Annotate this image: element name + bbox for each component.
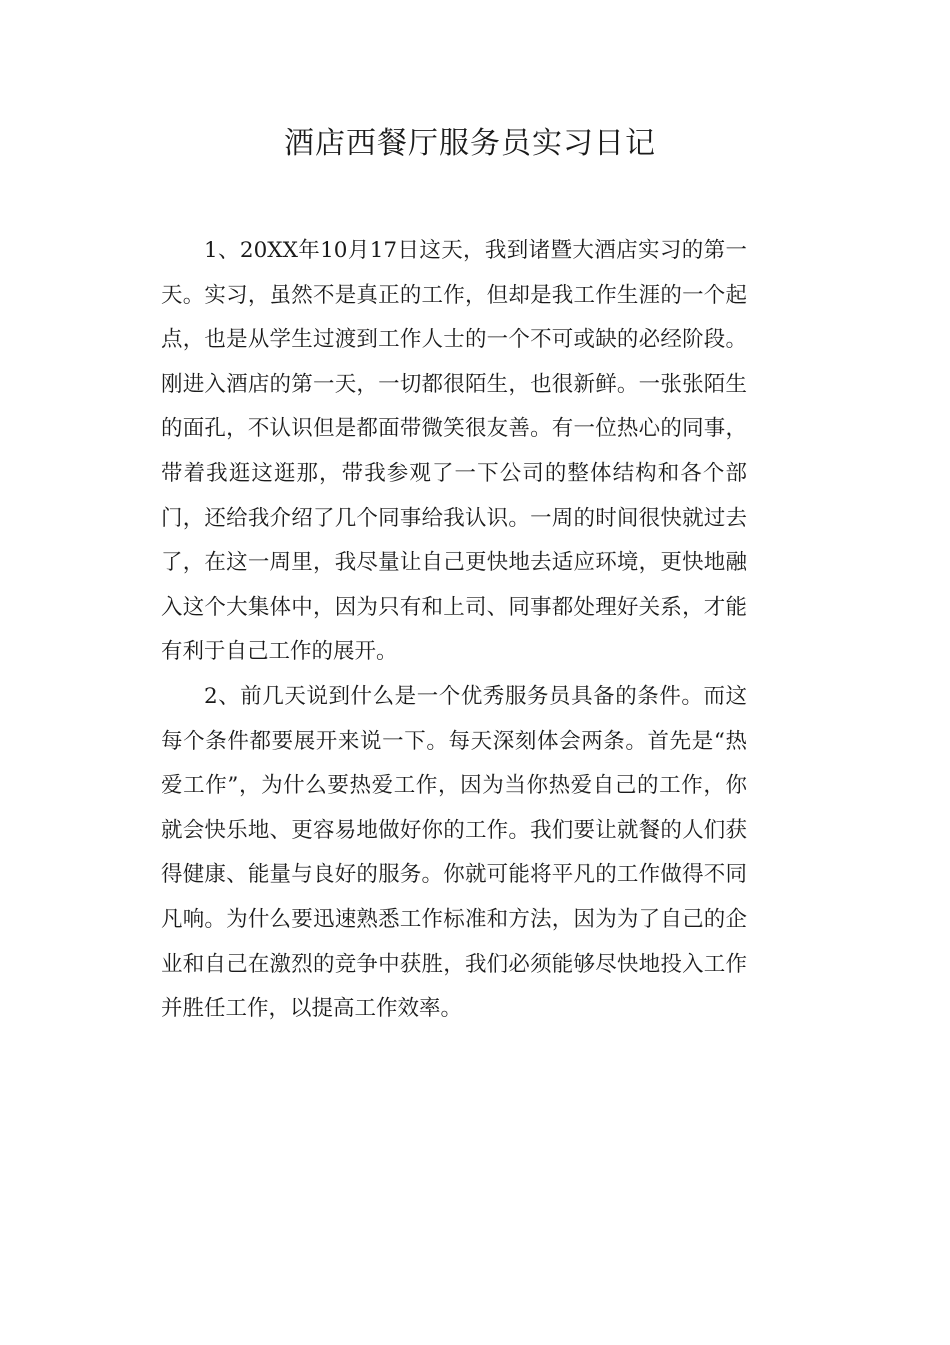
paragraph-1: 1、20XX年10月17日这天，我到诸暨大酒店实习的第一天。实习，虽然不是真正的工作，但却是我工作生涯的一个起点，也是从学生过渡到工作人士的一个不可或缺的必经阶段。刚进入酒店的第一天，一切都很陌生，也很新鲜。一张张陌生的面孔，不认识但是都面带微笑很友善。有一位热心的同事，带着我逛这逛那，带我参观了一下公司的整体结构和各个部门，还给我介绍了几个同事给我认识。一周的时间很快就过去了，在这一周里，我尽量让自己更快地去适应环境，更快地融入这个大集体中，因为只有和上司、同事都处理好关系，才能有利于自己工作的展开。 [161, 238, 747, 665]
document-body [161, 229, 747, 1032]
document-title: 酒店西餐厅服务员实习日记 [284, 126, 656, 161]
paragraph-2: 2、前几天说到什么是一个优秀服务员具备的条件。而这每个条件都要展开来说一下。每天深刻体会两条。首先是“热爱工作”，为什么要热爱工作，因为当你热爱自己的工作，你就会快乐地、更容易地做好你的工作。我们要让就餐的人们获得健康、能量与良好的服务。你就可能将平凡的工作做得不同凡响。为什么要迅速熟悉工作标准和方法，因为为了自己的企业和自己在激烈的竞争中获胜，我们必须能够尽快地投入工作并胜任工作，以提高工作效率。 [161, 683, 747, 1022]
